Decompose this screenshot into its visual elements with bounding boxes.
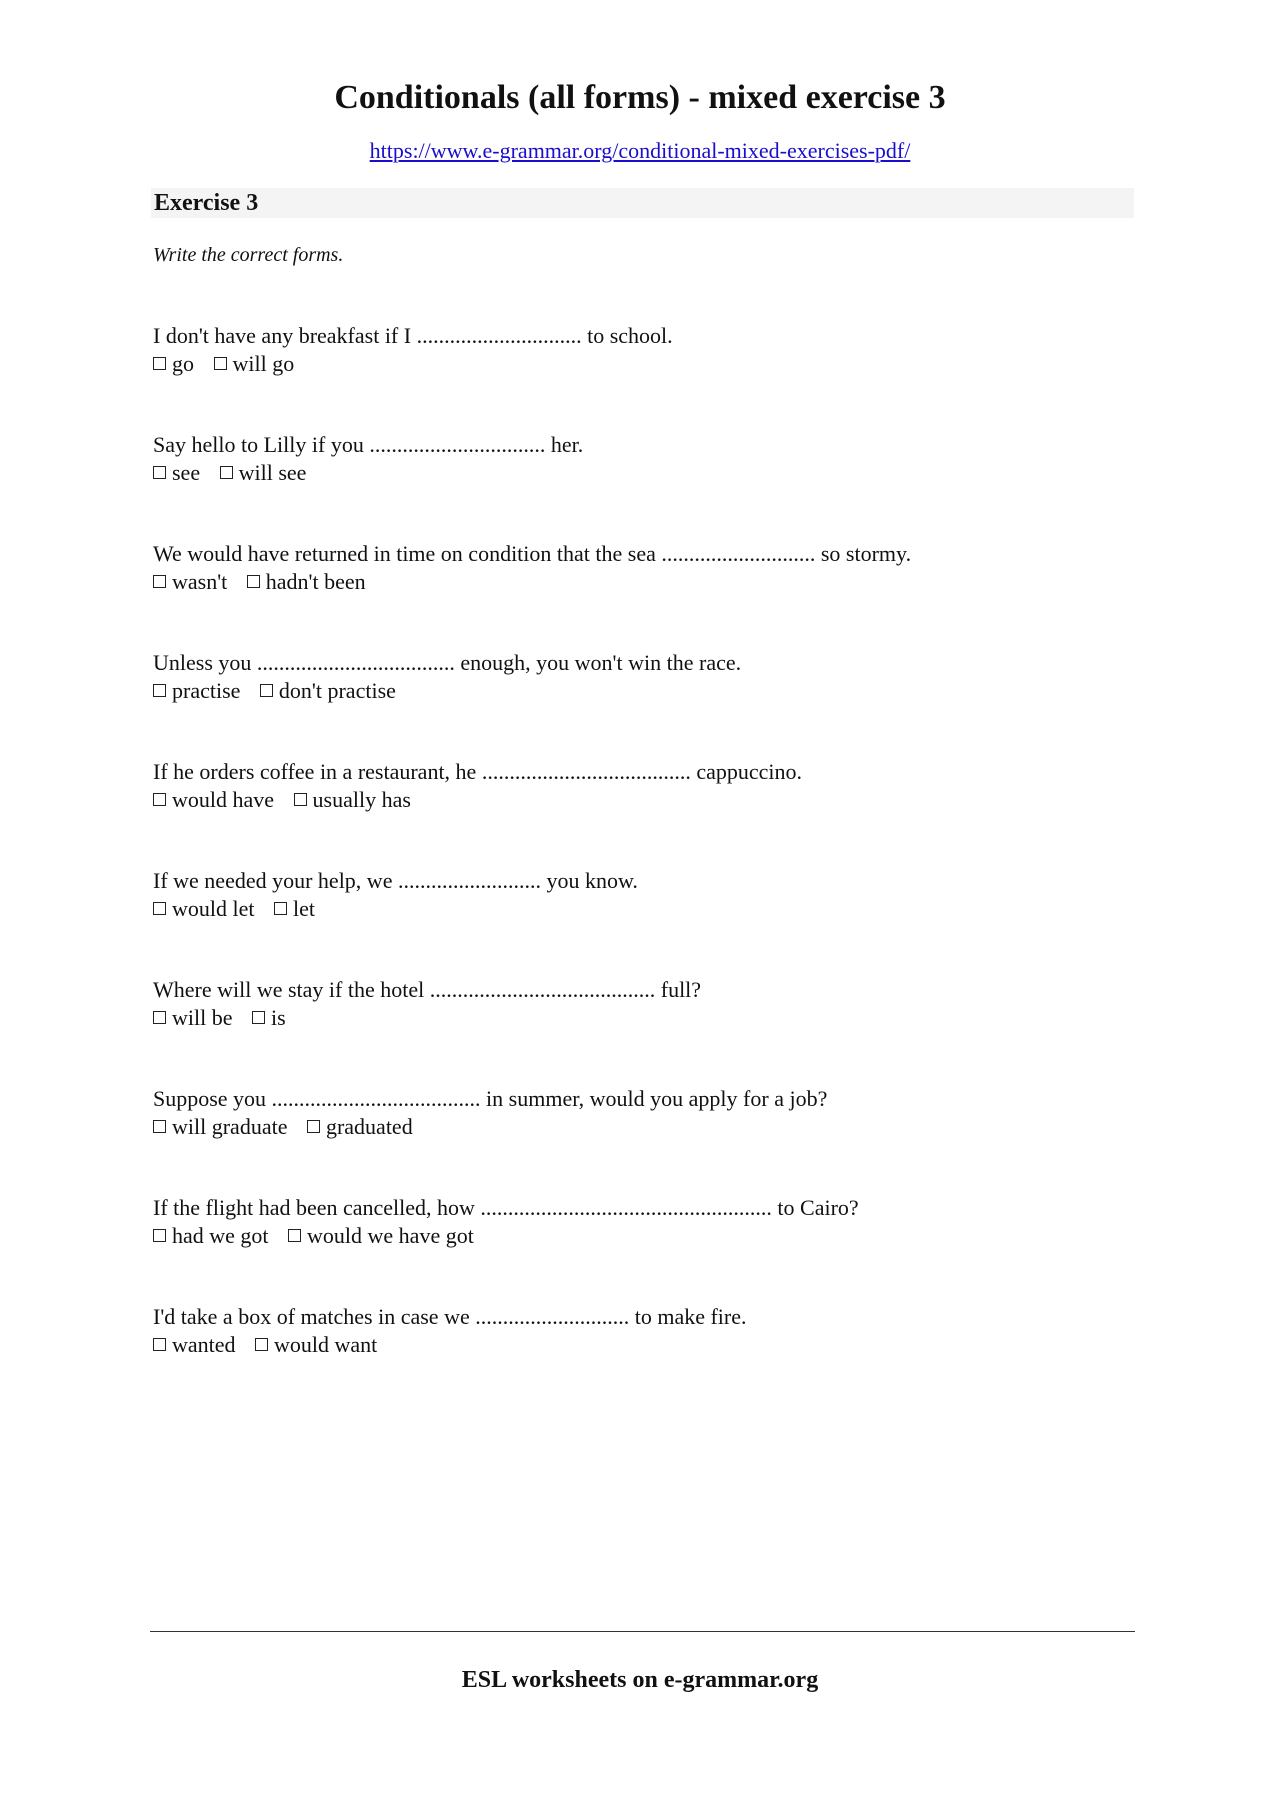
question-text: I don't have any breakfast if I .............................. to school.: [153, 323, 673, 348]
instructions: Write the correct forms.: [153, 244, 344, 266]
option-label: will be: [172, 1005, 233, 1030]
answer-option: [153, 568, 227, 596]
question-text: Suppose you ...................................... in summer, would you apply for a job?: [153, 1086, 828, 1111]
checkbox-icon[interactable]: [153, 575, 166, 588]
footer-divider: [150, 1631, 1135, 1632]
question-options: [153, 786, 1143, 814]
question-list: [153, 322, 1143, 1412]
option-label: hadn't been: [265, 569, 366, 594]
question-options: [153, 459, 1143, 487]
answer-option: [274, 895, 315, 923]
footer-text: ESL worksheets on e-grammar.org: [461, 1667, 819, 1693]
checkbox-icon[interactable]: [252, 1011, 265, 1024]
answer-option: [153, 677, 240, 705]
option-label: will graduate: [172, 1114, 288, 1139]
answer-option: [307, 1113, 413, 1141]
checkbox-icon[interactable]: [153, 1338, 166, 1351]
option-label: practise: [172, 678, 241, 703]
answer-option: [220, 459, 307, 487]
question-options: [153, 350, 1143, 378]
question-text: If he orders coffee in a restaurant, he ...................................... cappuccino.: [153, 759, 802, 784]
checkbox-icon[interactable]: [153, 1011, 166, 1024]
answer-option: [153, 786, 274, 814]
option-label: let: [293, 896, 315, 921]
question-2: [153, 431, 1143, 540]
answer-option: [153, 895, 255, 923]
answer-option: [153, 459, 200, 487]
question-text: If we needed your help, we .......................... you know.: [153, 868, 638, 893]
section-title: Exercise 3: [154, 190, 259, 216]
question-text: I'd take a box of matches in case we ............................ to make fire.: [153, 1304, 747, 1329]
question-text: Unless you .................................... enough, you won't win the race.: [153, 650, 742, 675]
question-options: [153, 1113, 1143, 1141]
checkbox-icon[interactable]: [220, 466, 233, 479]
option-label: would have: [172, 787, 275, 812]
answer-option: [252, 1004, 286, 1032]
question-text: We would have returned in time on condition that the sea ............................ so stormy.: [153, 541, 912, 566]
section-header-bar: [151, 188, 1134, 218]
option-label: would let: [172, 896, 255, 921]
checkbox-icon[interactable]: [153, 902, 166, 915]
answer-option: [153, 350, 194, 378]
question-options: [153, 568, 1143, 596]
option-label: will see: [238, 460, 307, 485]
checkbox-icon[interactable]: [294, 793, 307, 806]
answer-option: [153, 1004, 233, 1032]
answer-option: [153, 1331, 236, 1359]
answer-option: [288, 1222, 474, 1250]
question-options: [153, 1331, 1143, 1359]
answer-option: [153, 1222, 269, 1250]
question-9: [153, 1194, 1143, 1303]
option-label: is: [271, 1005, 286, 1030]
question-10: [153, 1303, 1143, 1412]
answer-option: [260, 677, 396, 705]
question-4: [153, 649, 1143, 758]
option-label: usually has: [312, 787, 411, 812]
source-link-container: [0, 137, 1280, 165]
question-text: If the flight had been cancelled, how ..................................................... to Cairo?: [153, 1195, 859, 1220]
page-title: Conditionals (all forms) - mixed exercise 3: [334, 79, 946, 116]
checkbox-icon[interactable]: [214, 357, 227, 370]
option-label: go: [172, 351, 194, 376]
question-3: [153, 540, 1143, 649]
checkbox-icon[interactable]: [153, 684, 166, 697]
question-5: [153, 758, 1143, 867]
option-label: wasn't: [172, 569, 228, 594]
checkbox-icon[interactable]: [288, 1229, 301, 1242]
question-text: Say hello to Lilly if you ................................ her.: [153, 432, 584, 457]
question-text: Where will we stay if the hotel ......................................... full?: [153, 977, 702, 1002]
checkbox-icon[interactable]: [153, 1120, 166, 1133]
option-label: had we got: [172, 1223, 269, 1248]
answer-option: [255, 1331, 377, 1359]
option-label: graduated: [325, 1114, 413, 1139]
checkbox-icon[interactable]: [274, 902, 287, 915]
option-label: see: [172, 460, 201, 485]
checkbox-icon[interactable]: [307, 1120, 320, 1133]
question-options: [153, 1222, 1143, 1250]
source-link[interactable]: https://www.e-grammar.org/conditional-mixed-exercises-pdf/: [369, 138, 911, 163]
option-label: would we have got: [307, 1223, 474, 1248]
checkbox-icon[interactable]: [153, 1229, 166, 1242]
option-label: wanted: [172, 1332, 236, 1357]
question-8: [153, 1085, 1143, 1194]
checkbox-icon[interactable]: [260, 684, 273, 697]
option-label: would want: [274, 1332, 378, 1357]
question-6: [153, 867, 1143, 976]
answer-option: [214, 350, 295, 378]
question-options: [153, 677, 1143, 705]
answer-option: [247, 568, 366, 596]
option-label: don't practise: [278, 678, 396, 703]
question-options: [153, 1004, 1143, 1032]
question-1: [153, 322, 1143, 431]
checkbox-icon[interactable]: [255, 1338, 268, 1351]
checkbox-icon[interactable]: [247, 575, 260, 588]
checkbox-icon[interactable]: [153, 793, 166, 806]
checkbox-icon[interactable]: [153, 357, 166, 370]
question-7: [153, 976, 1143, 1085]
option-label: will go: [232, 351, 295, 376]
checkbox-icon[interactable]: [153, 466, 166, 479]
answer-option: [294, 786, 411, 814]
answer-option: [153, 1113, 287, 1141]
question-options: [153, 895, 1143, 923]
